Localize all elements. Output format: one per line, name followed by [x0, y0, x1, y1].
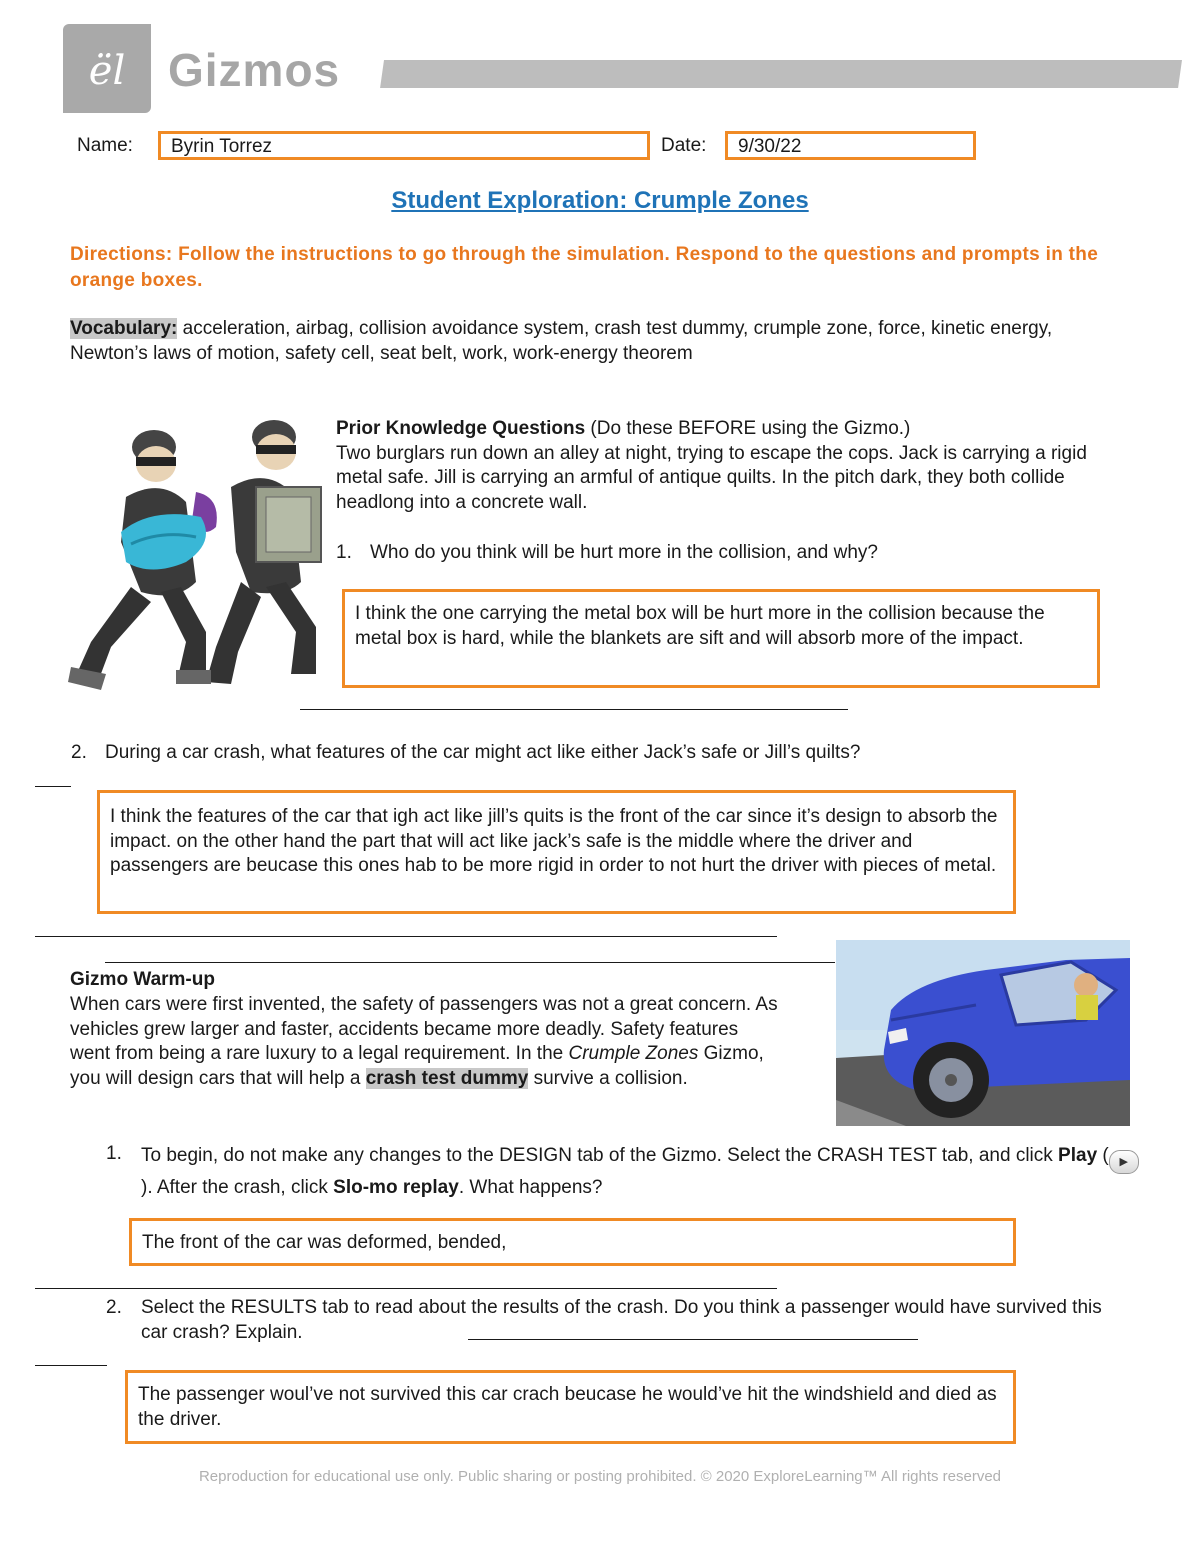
date-field[interactable]: 9/30/22 [725, 131, 976, 160]
answer-line [35, 1365, 107, 1366]
vocabulary [70, 317, 1130, 366]
warmup-italic: Crumple Zones [568, 1043, 699, 1064]
question-1-number: 1. [336, 542, 352, 563]
question-2-text: During a car crash, what features of the car might act like either Jack’s safe or Jill’s quilts? [105, 742, 861, 763]
warmup-heading: Gizmo Warm-up [70, 969, 215, 990]
slomo-label: Slo-mo replay [333, 1177, 459, 1198]
answer-line [35, 786, 71, 787]
vocabulary-label: Vocabulary: [70, 318, 178, 339]
prior-knowledge-note: (Do these BEFORE using the Gizmo.) [585, 418, 911, 439]
warmup-highlight: crash test dummy [365, 1067, 529, 1089]
vocabulary-text: acceleration, airbag, collision avoidance system, crash test dummy, crumple zone, force, kinetic energy, Newton’s laws of motion, safety cell, seat belt, work, work-energy theorem [70, 318, 1053, 364]
question-2-number: 2. [71, 742, 87, 763]
warmup-text-after: survive a collision. [528, 1067, 688, 1089]
answer-line [105, 962, 835, 963]
warmup-q1-number: 1. [106, 1143, 122, 1164]
answer-line [300, 709, 848, 710]
warmup-q1-part1: To begin, do not make any changes to the DESIGN tab of the Gizmo. Select the CRASH TEST tab, and click [141, 1145, 1059, 1166]
header-bar [380, 60, 1182, 88]
warmup-q1-text [141, 1142, 1141, 1202]
answer-line [35, 1288, 777, 1289]
logo-icon [63, 24, 151, 113]
name-label: Name: [77, 135, 133, 156]
prior-knowledge-heading [336, 417, 1136, 442]
brand-name: Gizmos [168, 44, 341, 96]
prior-knowledge-intro: Two burglars run down an alley at night, trying to escape the cops. Jack is carrying a rigid metal safe. Jill is carrying an armful of antique quilts. In the pitch dark, they both collide headlong into a concrete wall. [336, 442, 1087, 513]
answer-2-box[interactable]: I think the features of the car that igh act like jill’s quits is the front of the car since it’s design to absorb the impact. on the other hand the part that will act like jack’s safe is the middle where the driver and passengers are beucase this ones hab to be more rigid in order to not hurt the driver with pieces of metal. [97, 790, 1016, 914]
question-1-text: Who do you think will be hurt more in the collision, and why? [370, 542, 878, 563]
car-illustration [836, 940, 1130, 1126]
prior-knowledge-title: Prior Knowledge Questions [336, 418, 586, 439]
warmup-q1-part4: . What happens? [458, 1177, 603, 1198]
warmup-text-mid: Gizmo, you will design cars that will help a [70, 1043, 764, 1089]
footer-copyright: Reproduction for educational use only. Public sharing or posting prohibited. © 2020 ExploreLearning™ All rights reserved [198, 1468, 1002, 1485]
warmup-answer-2-box[interactable]: The passenger woul’ve not survived this car crach beucase he would’ve hit the windshield and died as the driver. [125, 1370, 1016, 1444]
warmup-text-before: When cars were first invented, the safety of passengers was not a great concern. As vehicles grew larger and faster, accidents became more deadly. Safety features went from being a rare luxury to a legal requirement. In the [70, 994, 778, 1064]
warmup-text [70, 993, 780, 1091]
name-field[interactable]: Byrin Torrez [158, 131, 650, 160]
svg-text:ël: ël [88, 48, 126, 94]
explorelearning-logo [63, 24, 151, 113]
answer-line [468, 1339, 918, 1340]
answer-line [35, 936, 777, 937]
play-label: Play [1058, 1145, 1098, 1166]
answer-1-box[interactable]: I think the one carrying the metal box will be hurt more in the collision because the metal box is hard, while the blankets are sift and will absorb more of the impact. [342, 589, 1100, 688]
burglars-illustration [66, 412, 336, 697]
directions: Directions: Follow the instructions to go through the simulation. Respond to the questions and prompts in the orange boxes. [70, 244, 1099, 291]
warmup-q2-number: 2. [106, 1297, 122, 1318]
date-label: Date: [661, 135, 707, 156]
warmup-q1-part3: ). After the crash, click [141, 1177, 334, 1198]
play-icon: ▶ [1109, 1150, 1139, 1174]
page-title: Student Exploration: Crumple Zones [391, 187, 809, 214]
warmup-q2-text: Select the RESULTS tab to read about the results of the crash. Do you think a passenger would have survived this car crash? Explain. [141, 1297, 1102, 1343]
warmup-q1-part2: ( [1097, 1145, 1109, 1166]
warmup-answer-1-box[interactable]: The front of the car was deformed, bended, [129, 1218, 1016, 1266]
